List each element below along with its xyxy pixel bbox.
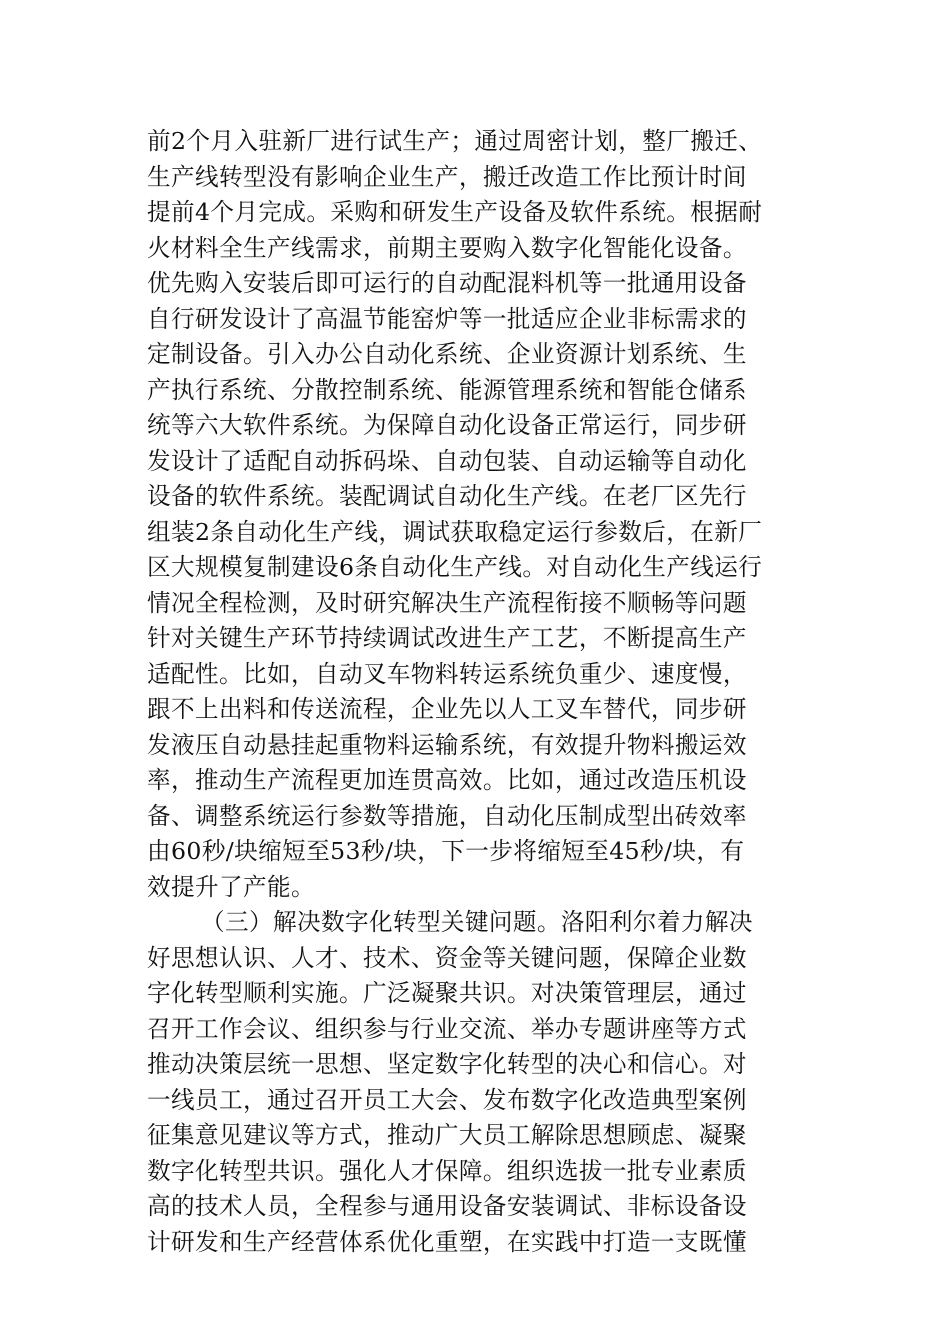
text-line: 统等六大软件系统。为保障自动化设备正常运行，同步研 [147,411,747,439]
text-line: 效提升了产能。 [147,872,315,901]
text-line: 产执行系统、分散控制系统、能源管理系统和智能仓储系 [147,375,747,404]
text-line: 优先购入安装后即可运行的自动配混料机等一批通用设备 [147,269,747,297]
text-line: 高的技术人员，全程参与通用设备安装调试、非标设备设 [147,1192,747,1220]
text-line: 前2个月入驻新厂进行试生产；通过周密计划，整厂搬迁、 [147,127,763,155]
text-line: 提前4个月完成。采购和研发生产设备及软件系统。根据耐 [147,198,763,226]
text-line: 定制设备。引入办公自动化系统、企业资源计划系统、生 [147,340,747,368]
text-line: 由60秒/块缩短至53秒/块，下一步将缩短至45秒/块，有 [147,837,745,865]
section-heading-line: （三）解决数字化转型关键问题。洛阳利尔着力解决 [201,908,753,936]
text-line: 设备的软件系统。装配调试自动化生产线。在老厂区先行 [147,482,747,510]
text-line: 字化转型顺利实施。广泛凝聚共识。对决策管理层，通过 [147,979,747,1007]
text-line: 召开工作会议、组织参与行业交流、举办专题讲座等方式 [147,1014,747,1043]
text-line: 情况全程检测，及时研究解决生产流程衔接不顺畅等问题 [147,588,747,617]
text-line: 适配性。比如，自动叉车物料转运系统负重少、速度慢， [147,659,747,688]
text-line: 跟不上出料和传送流程，企业先以人工叉车替代，同步研 [147,695,747,723]
text-line: 一线员工，通过召开员工大会、发布数字化改造典型案例 [147,1085,747,1114]
text-line: 针对关键生产环节持续调试改进生产工艺，不断提高生产 [147,624,747,652]
text-line: 好思想认识、人才、技术、资金等关键问题，保障企业数 [147,943,747,972]
text-line: 自行研发设计了高温节能窑炉等一批适应企业非标需求的 [147,304,747,333]
text-line: 火材料全生产线需求，前期主要购入数字化智能化设备。 [147,233,747,262]
text-line: 发设计了适配自动拆码垛、自动包装、自动运输等自动化 [147,446,747,475]
text-line: 发液压自动悬挂起重物料运输系统，有效提升物料搬运效 [147,730,747,759]
text-line: 备、调整系统运行参数等措施，自动化压制成型出砖效率 [147,801,747,830]
text-line: 组装2条自动化生产线，调试获取稳定运行参数后，在新厂 [147,517,763,546]
text-line: 区大规模复制建设6条自动化生产线。对自动化生产线运行 [147,553,763,581]
body-text [147,124,807,1260]
text-line: 计研发和生产经营体系优化重塑，在实践中打造一支既懂 [147,1227,747,1256]
text-line: 征集意见建议等方式，推动广大员工解除思想顾虑、凝聚 [147,1121,747,1149]
text-line: 数字化转型共识。强化人才保障。组织选拔一批专业素质 [147,1156,747,1185]
text-line: 率，推动生产流程更加连贯高效。比如，通过改造压机设 [147,766,747,794]
text-line: 推动决策层统一思想、坚定数字化转型的决心和信心。对 [147,1050,747,1078]
text-line: 生产线转型没有影响企业生产，搬迁改造工作比预计时间 [147,162,747,191]
